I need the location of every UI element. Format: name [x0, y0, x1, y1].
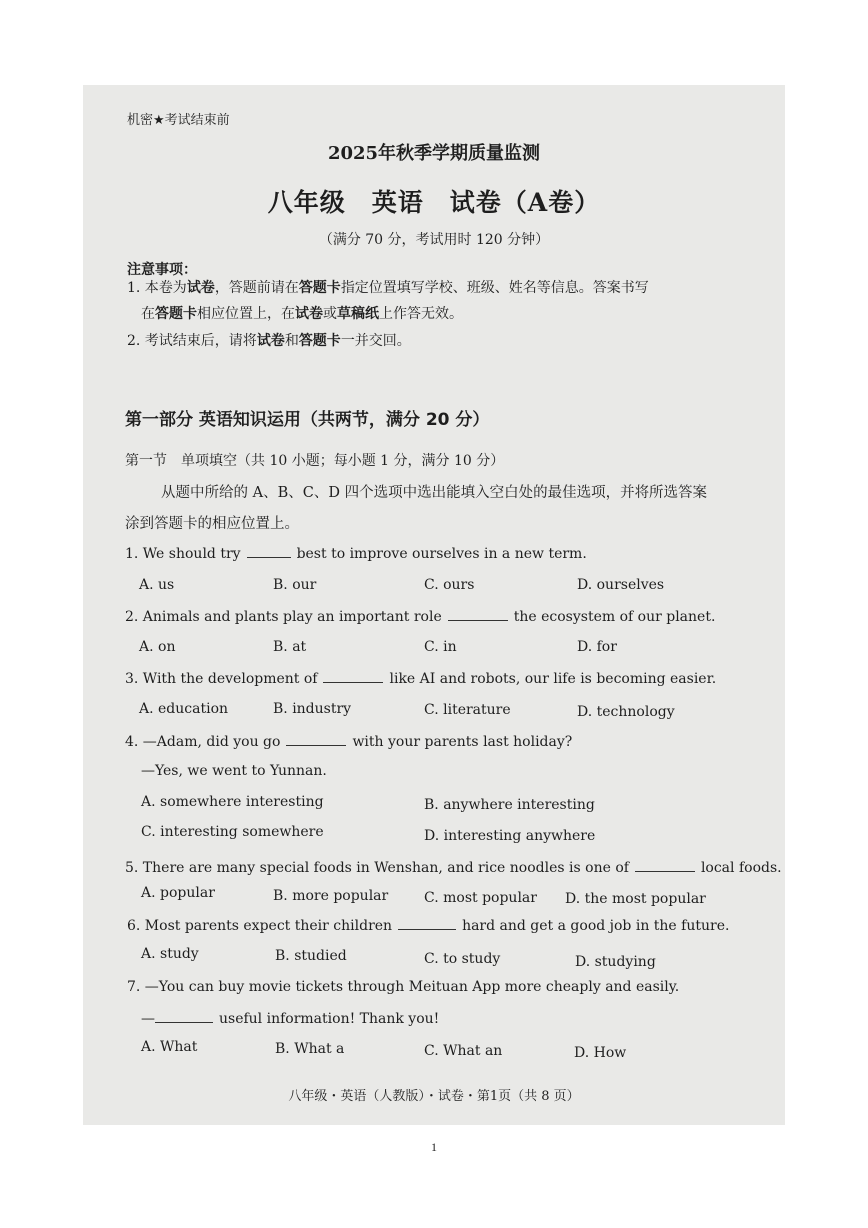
page-number: 1 — [431, 1140, 437, 1154]
section-1-title: 第一节 单项填空（共 10 小题；每小题 1 分，满分 10 分） — [125, 453, 505, 469]
option-d: D. the most popular — [565, 891, 706, 907]
option-a: A. What — [141, 1039, 198, 1055]
exam-subtitle: 八年级 英语 试卷（A卷） — [267, 188, 601, 217]
option-a: A. somewhere interesting — [141, 794, 324, 810]
notice-heading: 注意事项： — [127, 262, 197, 278]
answer-blank — [398, 917, 456, 930]
option-d: D. How — [574, 1045, 627, 1061]
option-b: B. industry — [273, 701, 352, 717]
option-a: A. study — [141, 946, 199, 962]
notice-bold: 答题卡 — [298, 333, 341, 349]
option-d: D. technology — [577, 704, 675, 720]
notice-text: 或 — [323, 306, 337, 322]
notice-bold: 试卷 — [295, 306, 323, 322]
part-1-title: 第一部分 英语知识运用（共两节，满分 20 分） — [125, 410, 490, 430]
answer-blank — [448, 608, 508, 621]
option-c: C. in — [424, 639, 457, 655]
question-text: with your parents last holiday? — [352, 734, 573, 750]
notice-bold: 答题卡 — [155, 306, 197, 322]
question-1-stem — [125, 545, 587, 562]
question-text: 1. We should try — [125, 546, 241, 562]
exam-page-photo — [83, 85, 785, 1125]
question-3-stem — [125, 670, 716, 687]
option-b: B. What a — [275, 1041, 345, 1057]
page-footer: 八年级・英语（人教版）・试卷・第1页（共 8 页） — [288, 1089, 580, 1104]
notice-text: 2. 考试结束后，请将 — [127, 333, 257, 349]
question-text: local foods. — [700, 860, 782, 876]
confidential-label: 机密★考试结束前 — [127, 113, 230, 128]
notice-text: 指定位置填写学校、班级、姓名等信息。答案书写 — [340, 280, 649, 296]
notice-bold: 试卷 — [256, 333, 285, 349]
option-c: C. literature — [424, 702, 511, 718]
option-b: B. our — [273, 577, 317, 593]
answer-blank — [247, 545, 291, 558]
question-4-reply: —Yes, we went to Yunnan. — [141, 763, 327, 779]
notice-bold: 草稿纸 — [337, 306, 379, 322]
option-d: D. interesting anywhere — [424, 828, 596, 844]
option-c: C. most popular — [424, 890, 537, 906]
question-2-stem — [125, 608, 715, 625]
answer-blank — [323, 670, 383, 683]
notice-text: 相应位置上，在 — [197, 306, 295, 322]
question-5-stem — [125, 859, 782, 876]
option-b: B. anywhere interesting — [424, 797, 595, 813]
question-text: useful information! Thank you! — [219, 1011, 440, 1027]
question-text: 4. —Adam, did you go — [125, 734, 281, 750]
notice-item-2 — [127, 330, 411, 350]
answer-blank — [155, 1010, 213, 1023]
option-c: C. What an — [424, 1043, 503, 1059]
exam-score-note: （满分 70 分，考试用时 120 分钟） — [318, 232, 550, 248]
question-text: 5. There are many special foods in Wenshan, and rice noodles is one of — [125, 860, 629, 876]
question-text: like AI and robots, our life is becoming easier. — [389, 671, 717, 687]
option-d: D. studying — [575, 954, 656, 970]
notice-item-1-cont — [141, 303, 463, 323]
question-4-stem — [125, 733, 572, 750]
notice-text: 1. 本卷为 — [127, 280, 187, 296]
instruction-line-1: 从题中所给的 A、B、C、D 四个选项中选出能填入空白处的最佳选项，并将所选答案 — [161, 485, 708, 501]
option-d: D. ourselves — [577, 577, 665, 593]
option-a: A. education — [139, 701, 229, 717]
question-text: — — [141, 1011, 155, 1027]
option-c: C. to study — [424, 951, 501, 967]
instruction-line-2: 涂到答题卡的相应位置上。 — [125, 516, 299, 532]
question-text: best to improve ourselves in a new term. — [296, 546, 587, 562]
notice-text: 和 — [284, 333, 299, 349]
question-7-reply — [141, 1010, 439, 1027]
notice-text: 一并交回。 — [340, 333, 411, 349]
notice-item-1 — [127, 277, 649, 297]
option-c: C. ours — [424, 577, 475, 593]
notice-text: ，答题前请在 — [214, 280, 299, 296]
question-text: 6. Most parents expect their children — [127, 918, 393, 934]
notice-text: 在 — [141, 306, 155, 322]
notice-text: 上作答无效。 — [379, 306, 463, 322]
answer-blank — [635, 859, 695, 872]
option-d: D. for — [577, 639, 617, 655]
notice-bold: 答题卡 — [298, 280, 341, 296]
question-text: 2. Animals and plants play an important role — [125, 609, 442, 625]
option-b: B. at — [273, 639, 307, 655]
question-text: 3. With the development of — [125, 671, 318, 687]
option-b: B. studied — [275, 948, 347, 964]
option-a: A. us — [139, 577, 175, 593]
option-a: A. on — [139, 639, 176, 655]
answer-blank — [286, 733, 346, 746]
option-c: C. interesting somewhere — [141, 824, 324, 840]
question-6-stem — [127, 917, 729, 934]
question-text: hard and get a good job in the future. — [462, 918, 730, 934]
option-b: B. more popular — [273, 888, 389, 904]
question-text: the ecosystem of our planet. — [513, 609, 716, 625]
question-7-stem: 7. —You can buy movie tickets through Meituan App more cheaply and easily. — [127, 979, 680, 995]
exam-title: 2025年秋季学期质量监测 — [327, 143, 541, 164]
notice-bold: 试卷 — [186, 280, 215, 296]
option-a: A. popular — [141, 885, 215, 901]
